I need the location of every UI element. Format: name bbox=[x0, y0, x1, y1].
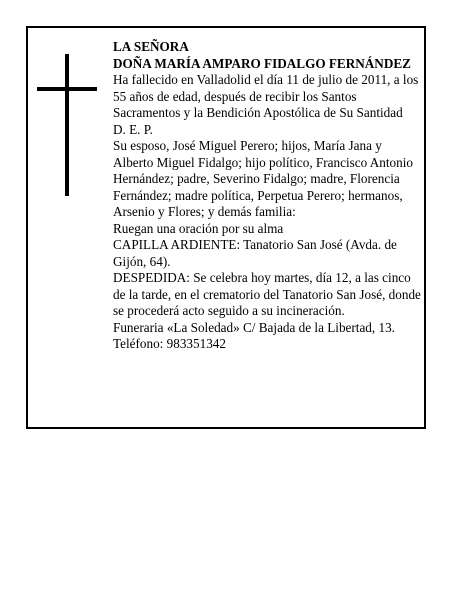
cross-horizontal-bar bbox=[37, 87, 97, 91]
prayer-request: Ruegan una oración por su alma bbox=[113, 220, 284, 236]
obituary-heading: LA SEÑORA bbox=[113, 39, 189, 54]
phone-number: Teléfono: 983351342 bbox=[113, 336, 226, 351]
dep-text: D. E. P. bbox=[113, 121, 153, 137]
cross-vertical-bar bbox=[65, 54, 69, 196]
chapel-info: CAPILLA ARDIENTE: Tanatorio San José (Avda. de Gijón, 64). bbox=[113, 237, 397, 269]
farewell-info: DESPEDIDA: Se celebra hoy martes, día 12, a las cinco de la tarde, en el crematorio del Tanatorio San José, donde se procederá acto seguido a su incineración. bbox=[113, 270, 421, 318]
cross-icon bbox=[37, 54, 97, 196]
obituary-text bbox=[113, 39, 423, 353]
deceased-name: DOÑA MARÍA AMPARO FIDALGO FERNÁNDEZ bbox=[113, 55, 411, 71]
death-notice: Ha fallecido en Valladolid el día 11 de julio de 2011, a los 55 años de edad, después de recibir los Santos Sacramentos y la Bendición Apostólica de Su Santidad bbox=[113, 72, 419, 120]
funeral-home: Funeraria «La Soledad» C/ Bajada de la Libertad, 13. bbox=[113, 319, 395, 335]
family-list: Su esposo, José Miguel Perero; hijos, María Jana y Alberto Miguel Fidalgo; hijo político, Francisco Antonio Hernández; padre, Severino Fidalgo; madre, Florencia Fernández; madre política, Perpetua Perero; hermanos, Arsenio y Flores; y demás familia: bbox=[113, 138, 413, 219]
